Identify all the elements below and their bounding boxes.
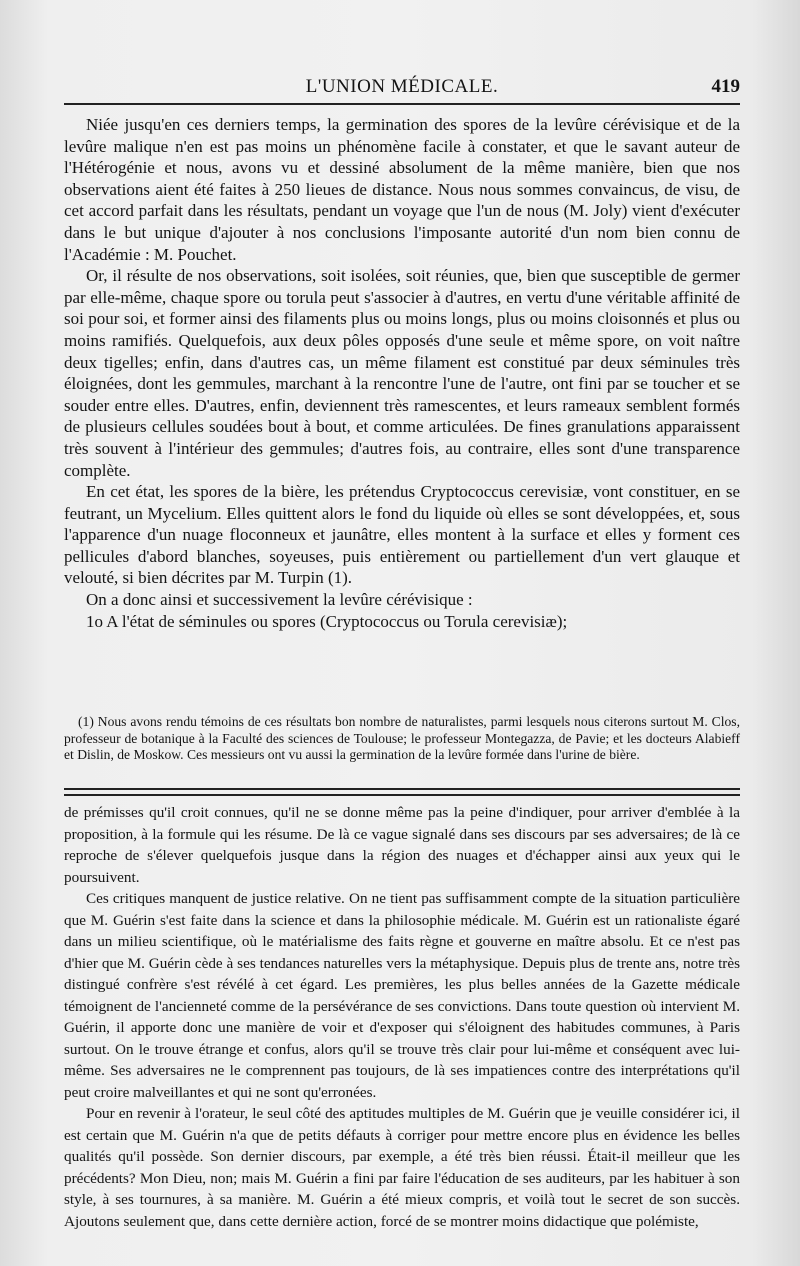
running-title: L'UNION MÉDICALE.: [305, 76, 499, 97]
feuilleton-lower: [64, 802, 740, 1232]
page-header: [62, 72, 742, 102]
section-divider: [64, 788, 740, 796]
paragraph: Ces critiques manquent de justice relative. On ne tient pas suffisamment compte de la situation particulière que M. Guérin s'est faite dans la science et dans la philosophie médicale. M. Guérin est un rationaliste égaré dans un milieu scientifique, où le matérialisme des faits règne et gouverne en maître absolu. Et ce n'est pas d'hier que M. Guérin cède à ses tendances naturelles vers la métaphysique. Depuis plus de trente ans, notre très distingué confrère s'est révélé à cet égard. Les premières, les plus belles années de la Gazette médicale témoignent de l'ancienneté comme de la persévérance de ses convictions. Dans toute question où intervient M. Guérin, il apporte donc une manière de voir et d'exposer qui s'éloignent des habitudes communes, à Paris surtout. On le trouve étrange et confus, alors qu'il se trouve très clair pour lui-même et conséquent avec lui-même. Ses adversaires ne le comprennent pas toujours, de là ses impatiences contre des interprétations qu'il peut croire malveillantes et qui ne sont qu'erronées.: [64, 890, 740, 1101]
header-rule: [64, 103, 740, 105]
paragraph: Niée jusqu'en ces derniers temps, la germination des spores de la levûre cérévisique et de la levûre malique n'en est pas moins un phénomène facile à constater, et que le savant auteur de l'Hétérogénie et nous, avons vu et dessiné absolument de la même manière, bien que nos observations aient été faites à 250 lieues de distance. Nous nous sommes convaincus, de visu, de cet accord parfait dans les résultats, pendant un voyage que l'un de nous (M. Joly) vient d'exécuter dans le but unique d'ajouter à nos conclusions l'imposante autorité d'un nom bien connu de l'Académie : M. Pouchet.: [64, 115, 740, 264]
page-number: 419: [711, 76, 740, 97]
article-upper: [64, 114, 740, 632]
paragraph: En cet état, les spores de la bière, les prétendus Cryptococcus cerevisiæ, vont constituer, en se feutrant, un Mycelium. Elles quittent alors le fond du liquide où elles se sont développées, et, sous l'apparence d'un nuage floconneux et jaunâtre, elles montent à la surface et elles y forment ces pellicules d'abord blanches, soyeuses, puis entièrement ou partiellement d'un vert glauque et velouté, si bien décrites par M. Turpin (1).: [64, 482, 740, 588]
paragraph: Or, il résulte de nos observations, soit isolées, soit réunies, que, bien que susceptible de germer par elle-même, chaque spore ou torula peut s'associer à d'autres, en vertu d'une véritable affinité de soi pour soi, et former ainsi des filaments plus ou moins longs, plus ou moins cloisonnés et plus ou moins ramifiés. Quelquefois, aux deux pôles opposés d'une seule et même spore, on voit naître deux tigelles; enfin, dans d'autres cas, un même filament est constitué par deux séminules très éloignées, dont les gemmules, marchant à la rencontre l'une de l'autre, ont fini par se toucher et se souder entre elles. D'autres, enfin, deviennent très ramescentes, et leurs rameaux semblent formés de plusieurs cellules soudées bout à bout, et comme articulées. De fines granulations apparaissent très souvent à l'intérieur des gemmules; d'autres fois, au contraire, elles sont d'une transparence complète.: [64, 266, 740, 480]
footnote: [64, 714, 740, 764]
paragraph: de prémisses qu'il croit connues, qu'il ne se donne même pas la peine d'indiquer, pour arriver d'emblée à la proposition, à la formule qui les résume. De là ce vague signalé dans ses discours par ses adversaires; de là ce reproche de s'élever quelquefois jusque dans la région des nuages et d'échapper ainsi aux yeux qui le poursuivent.: [64, 804, 740, 886]
footnote-text: (1) Nous avons rendu témoins de ces résultats bon nombre de naturalistes, parmi lesquels nous citerons surtout M. Clos, professeur de botanique à la Faculté des sciences de Toulouse; le professeur Montegazza, de Pavie; et les docteurs Alabieff et Dislin, de Moskow. Ces messieurs ont vu aussi la germination de la levûre formée dans l'urine de bière.: [64, 714, 740, 763]
list-item: 1o A l'état de séminules ou spores (Cryptococcus ou Torula cerevisiæ);: [86, 611, 568, 631]
paragraph: Pour en revenir à l'orateur, le seul côté des aptitudes multiples de M. Guérin que je veuille considérer ici, il est certain que M. Guérin n'a que de petits défauts à corriger pour mettre encore plus en évidence les belles qualités qu'il possède. Son dernier discours, par exemple, a été très bien réussi. Était-il meilleur que les précédents? Mon Dieu, non; mais M. Guérin a fini par faire l'éducation de ses auditeurs, par les habituer à son style, à ses tournures, à sa manière. M. Guérin a été mieux compris, et voilà tout le secret de son succès. Ajoutons seulement que, dans cette dernière action, forcé de se montrer moins didactique que polémiste,: [64, 1105, 740, 1230]
paragraph: On a donc ainsi et successivement la levûre cérévisique :: [86, 590, 473, 610]
